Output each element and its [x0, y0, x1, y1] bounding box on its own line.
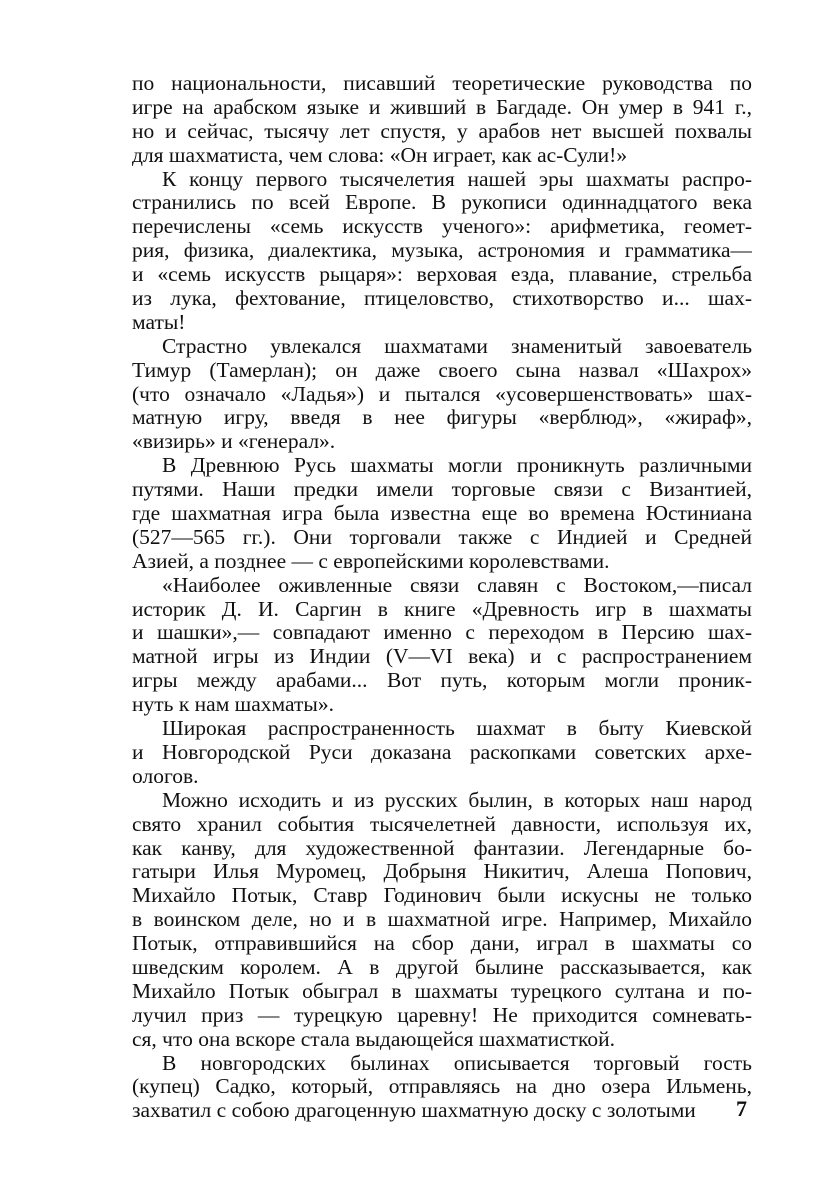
text-line: Потык, отправившийся на сбор дани, играл в шахматы со [132, 932, 752, 956]
text-line: ся, что она вскоре стала выдающейся шахматисткой. [132, 1027, 615, 1051]
text-line: Азией, а позднее — с европейскими королевствами. [132, 549, 610, 573]
paragraph [132, 1052, 752, 1124]
text-line: странились по всей Европе. В рукописи одиннадцатого века [132, 191, 752, 215]
text-line: захватил с собою драгоценную шахматную доску с золотыми [132, 1099, 696, 1123]
text-line: В новгородских былинах описывается торговый гость [162, 1051, 752, 1075]
text-line: Можно исходить и из русских былин, в которых наш народ [162, 788, 752, 812]
text-line: в воинском деле, но и в шахматной игре. Например, Михайло [132, 908, 752, 932]
text-line: Михайло Потык, Ставр Годинович были искусны не только [132, 884, 752, 908]
page-number: 7 [736, 1096, 747, 1121]
text-line: по национальности, писавший теоретические руководства по [132, 72, 752, 95]
text-line: и шашки»,— совпадают именно с переходом в Персию шах- [132, 621, 752, 645]
text-line: (527—565 гг.). Они торговали также с Индией и Средней [132, 525, 752, 549]
text-line: маты! [132, 310, 186, 334]
text-line: гатыри Илья Муромец, Добрыня Никитич, Алеша Попович, [132, 860, 752, 884]
text-line: лучил приз — турецкую царевну! Не приходится сомневать- [132, 1003, 752, 1027]
text-line: Михайло Потык обыграл в шахматы турецкого султана и по- [132, 979, 752, 1003]
text-line: (купец) Садко, который, отправляясь на дно озера Ильмень, [132, 1075, 752, 1099]
text-line: и Новгородской Руси доказана раскопками советских архе- [132, 740, 752, 764]
text-line: игры между арабами... Вот путь, которым могли проник- [132, 669, 752, 693]
paragraph [132, 454, 752, 573]
paragraph [132, 717, 752, 789]
text-line: ологов. [132, 764, 199, 788]
text-line: перечислены «семь искусств ученого»: арифметика, геомет- [132, 215, 752, 239]
text-line: матной игры из Индии (V—VI века) и с распространением [132, 645, 752, 669]
text-line: свято хранил события тысячелетней давности, используя их, [132, 812, 752, 836]
text-line: «Наиболее оживленные связи славян с Востоком,—писал [162, 573, 752, 597]
text-line: для шахматиста, чем слова: «Он играет, как ас-Сули!» [132, 143, 628, 167]
text-line: матную игру, введя в нее фигуры «верблюд», «жираф», [132, 406, 752, 430]
text-line: где шахматная игра была известна еще во времена Юстиниана [132, 502, 752, 526]
text-line: и «семь искусств рыцаря»: верховая езда, плавание, стрельба [132, 263, 752, 287]
text-line: «визирь» и «генерал». [132, 430, 336, 454]
paragraph [132, 168, 752, 335]
body-text [132, 72, 752, 1123]
text-line: из лука, фехтование, птицеловство, стихотворство и... шах- [132, 287, 752, 311]
text-line: игре на арабском языке и живший в Багдаде. Он умер в 941 г., [132, 95, 752, 119]
text-line: К концу первого тысячелетия нашей эры шахматы распро- [162, 167, 752, 191]
text-line: как канву, для художественной фантазии. Легендарные бо- [132, 836, 752, 860]
text-line: Тимур (Тамерлан); он даже своего сына назвал «Шахрох» [132, 358, 752, 382]
text-line: В Древнюю Русь шахматы могли проникнуть различными [162, 454, 752, 478]
text-line: шведским королем. А в другой былине рассказывается, как [132, 955, 752, 979]
paragraph [132, 72, 752, 168]
text-line: путями. Наши предки имели торговые связи с Византией, [132, 478, 752, 502]
text-line: рия, физика, диалектика, музыка, астрономия и грамматика— [132, 239, 752, 263]
paragraph [132, 574, 752, 717]
text-line: (что означало «Ладья») и пытался «усовершенствовать» шах- [132, 382, 752, 406]
text-line: Широкая распространенность шахмат в быту Киевской [162, 717, 752, 741]
text-line: нуть к нам шахматы». [132, 693, 334, 717]
text-line: Страстно увлекался шахматами знаменитый завоеватель [162, 334, 752, 358]
text-line: но и сейчас, тысячу лет спустя, у арабов нет высшей похвалы [132, 119, 752, 143]
paragraph [132, 335, 752, 454]
text-line: историк Д. И. Саргин в книге «Древность игр в шахматы [132, 597, 752, 621]
paragraph [132, 789, 752, 1052]
